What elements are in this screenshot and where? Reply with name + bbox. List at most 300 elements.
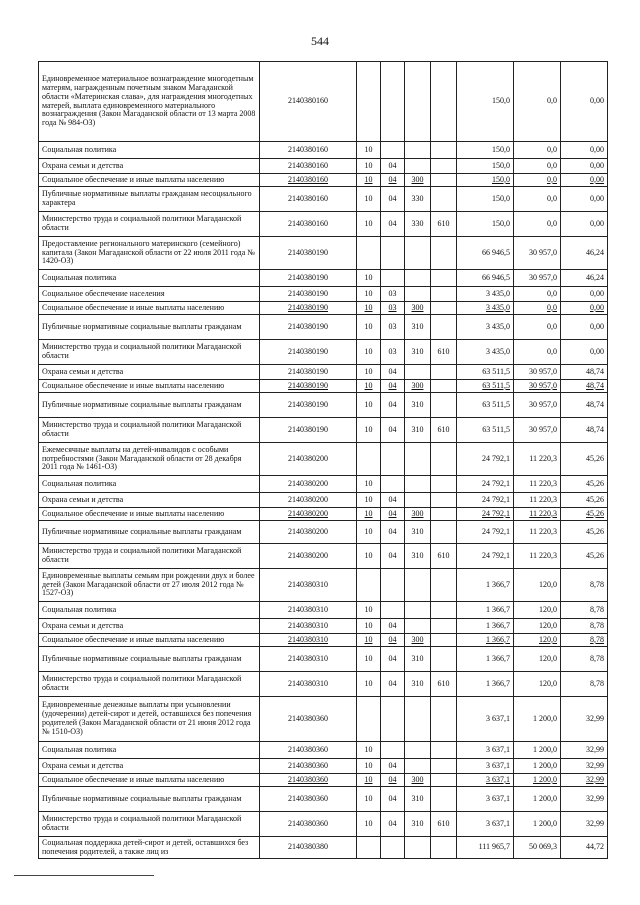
table-row — [39, 212, 608, 237]
amount-planned: 3 637,1 — [457, 787, 514, 812]
amount-planned: 1 366,7 — [457, 569, 514, 602]
subsection-code: 03 — [381, 315, 405, 340]
expense-type-code: 310 — [405, 340, 431, 365]
row-name: Социальное обеспечение и иные выплаты населению — [39, 634, 260, 647]
amount-executed: 0,0 — [514, 174, 561, 187]
section-code: 10 — [357, 287, 381, 302]
table-row — [39, 493, 608, 508]
administrator-code — [431, 187, 457, 212]
administrator-code — [431, 302, 457, 315]
target-article-code: 2140380190 — [260, 380, 357, 393]
subsection-code — [381, 837, 405, 859]
section-code — [357, 697, 381, 742]
execution-percent: 45,26 — [561, 544, 608, 569]
administrator-code — [431, 380, 457, 393]
execution-percent: 46,24 — [561, 270, 608, 287]
amount-executed: 0,0 — [514, 142, 561, 159]
table-row — [39, 634, 608, 647]
section-code — [357, 443, 381, 476]
administrator-code — [431, 443, 457, 476]
amount-planned: 63 511,5 — [457, 380, 514, 393]
table-row — [39, 287, 608, 302]
target-article-code: 2140380190 — [260, 340, 357, 365]
subsection-code: 04 — [381, 212, 405, 237]
amount-executed: 0,0 — [514, 315, 561, 340]
execution-percent: 0,00 — [561, 315, 608, 340]
administrator-code: 610 — [431, 544, 457, 569]
expense-type-code — [405, 619, 431, 634]
amount-planned: 1 366,7 — [457, 672, 514, 697]
amount-executed: 120,0 — [514, 634, 561, 647]
amount-executed: 30 957,0 — [514, 380, 561, 393]
amount-executed: 0,0 — [514, 159, 561, 174]
amount-executed: 30 957,0 — [514, 270, 561, 287]
row-name: Социальная поддержка детей-сирот и детей, оставшихся без попечения родителей, а также лиц из — [39, 837, 260, 859]
target-article-code: 2140380200 — [260, 508, 357, 521]
section-code: 10 — [357, 508, 381, 521]
amount-executed: 1 200,0 — [514, 697, 561, 742]
target-article-code: 2140380190 — [260, 393, 357, 418]
expense-type-code — [405, 62, 431, 142]
expense-type-code: 330 — [405, 187, 431, 212]
target-article-code: 2140380360 — [260, 759, 357, 774]
administrator-code — [431, 287, 457, 302]
amount-planned: 1 366,7 — [457, 634, 514, 647]
target-article-code: 2140380160 — [260, 212, 357, 237]
administrator-code — [431, 62, 457, 142]
subsection-code — [381, 237, 405, 270]
subsection-code: 04 — [381, 544, 405, 569]
amount-planned: 63 511,5 — [457, 418, 514, 443]
administrator-code: 610 — [431, 418, 457, 443]
amount-executed: 0,0 — [514, 340, 561, 365]
execution-percent: 32,99 — [561, 697, 608, 742]
amount-planned: 66 946,5 — [457, 270, 514, 287]
section-code: 10 — [357, 187, 381, 212]
row-name: Публичные нормативные социальные выплаты гражданам — [39, 393, 260, 418]
amount-executed: 0,0 — [514, 302, 561, 315]
amount-executed: 30 957,0 — [514, 418, 561, 443]
expense-type-code — [405, 443, 431, 476]
target-article-code: 2140380310 — [260, 647, 357, 672]
subsection-code: 03 — [381, 287, 405, 302]
row-name: Публичные нормативные социальные выплаты гражданам — [39, 315, 260, 340]
amount-executed: 1 200,0 — [514, 787, 561, 812]
row-name: Охрана семьи и детства — [39, 619, 260, 634]
expense-type-code: 300 — [405, 634, 431, 647]
expense-type-code — [405, 476, 431, 493]
row-name: Социальная политика — [39, 602, 260, 619]
amount-planned: 150,0 — [457, 142, 514, 159]
row-name: Социальная политика — [39, 270, 260, 287]
execution-percent: 0,00 — [561, 187, 608, 212]
row-name: Социальная политика — [39, 142, 260, 159]
amount-executed: 1 200,0 — [514, 759, 561, 774]
administrator-code — [431, 142, 457, 159]
amount-executed: 120,0 — [514, 619, 561, 634]
administrator-code — [431, 315, 457, 340]
amount-planned: 3 637,1 — [457, 697, 514, 742]
amount-executed: 0,0 — [514, 212, 561, 237]
row-name: Социальное обеспечение и иные выплаты населению — [39, 380, 260, 393]
expense-type-code: 300 — [405, 302, 431, 315]
subsection-code — [381, 270, 405, 287]
expense-type-code: 310 — [405, 787, 431, 812]
row-name: Министерство труда и социальной политики Магаданской области — [39, 212, 260, 237]
subsection-code: 03 — [381, 340, 405, 365]
amount-planned: 3 637,1 — [457, 774, 514, 787]
amount-planned: 24 792,1 — [457, 544, 514, 569]
row-name: Охрана семьи и детства — [39, 759, 260, 774]
administrator-code — [431, 393, 457, 418]
expense-type-code: 310 — [405, 315, 431, 340]
execution-percent: 44,72 — [561, 837, 608, 859]
table-row — [39, 142, 608, 159]
expense-type-code — [405, 602, 431, 619]
target-article-code: 2140380310 — [260, 672, 357, 697]
amount-executed: 11 220,3 — [514, 508, 561, 521]
administrator-code — [431, 602, 457, 619]
table-row — [39, 508, 608, 521]
subsection-code: 04 — [381, 759, 405, 774]
section-code: 10 — [357, 619, 381, 634]
execution-percent: 45,26 — [561, 508, 608, 521]
amount-planned: 24 792,1 — [457, 443, 514, 476]
amount-planned: 24 792,1 — [457, 476, 514, 493]
amount-executed: 30 957,0 — [514, 365, 561, 380]
expense-type-code — [405, 287, 431, 302]
amount-planned: 63 511,5 — [457, 365, 514, 380]
target-article-code: 2140380200 — [260, 521, 357, 544]
expense-type-code: 300 — [405, 380, 431, 393]
section-code — [357, 569, 381, 602]
administrator-code — [431, 365, 457, 380]
section-code: 10 — [357, 393, 381, 418]
table-row — [39, 837, 608, 859]
execution-percent: 8,78 — [561, 569, 608, 602]
amount-planned: 111 965,7 — [457, 837, 514, 859]
expense-type-code: 310 — [405, 672, 431, 697]
administrator-code — [431, 508, 457, 521]
amount-planned: 3 637,1 — [457, 742, 514, 759]
table-row — [39, 774, 608, 787]
expense-type-code: 310 — [405, 521, 431, 544]
administrator-code — [431, 647, 457, 672]
section-code: 10 — [357, 787, 381, 812]
row-name: Министерство труда и социальной политики Магаданской области — [39, 544, 260, 569]
target-article-code: 2140380190 — [260, 302, 357, 315]
row-name: Социальное обеспечение и иные выплаты населению — [39, 174, 260, 187]
execution-percent: 0,00 — [561, 62, 608, 142]
administrator-code — [431, 159, 457, 174]
subsection-code: 04 — [381, 647, 405, 672]
expense-type-code — [405, 837, 431, 859]
subsection-code — [381, 443, 405, 476]
target-article-code: 2140380190 — [260, 315, 357, 340]
target-article-code: 2140380160 — [260, 142, 357, 159]
target-article-code: 2140380310 — [260, 569, 357, 602]
amount-planned: 150,0 — [457, 187, 514, 212]
row-name: Публичные нормативные выплаты гражданам несоциального характера — [39, 187, 260, 212]
execution-percent: 0,00 — [561, 212, 608, 237]
row-name: Социальная политика — [39, 476, 260, 493]
expense-type-code: 330 — [405, 212, 431, 237]
target-article-code: 2140380190 — [260, 365, 357, 380]
expense-type-code — [405, 237, 431, 270]
execution-percent: 8,78 — [561, 619, 608, 634]
execution-percent: 32,99 — [561, 742, 608, 759]
section-code — [357, 62, 381, 142]
amount-executed: 11 220,3 — [514, 521, 561, 544]
amount-executed: 120,0 — [514, 602, 561, 619]
expense-type-code — [405, 759, 431, 774]
amount-planned: 1 366,7 — [457, 619, 514, 634]
target-article-code: 2140380360 — [260, 742, 357, 759]
table-row — [39, 672, 608, 697]
target-article-code: 2140380310 — [260, 602, 357, 619]
amount-executed: 120,0 — [514, 569, 561, 602]
target-article-code: 2140380360 — [260, 812, 357, 837]
target-article-code: 2140380360 — [260, 774, 357, 787]
section-code: 10 — [357, 270, 381, 287]
administrator-code — [431, 174, 457, 187]
target-article-code: 2140380360 — [260, 787, 357, 812]
target-article-code: 2140380190 — [260, 270, 357, 287]
subsection-code: 04 — [381, 174, 405, 187]
subsection-code — [381, 602, 405, 619]
row-name: Публичные нормативные социальные выплаты гражданам — [39, 647, 260, 672]
execution-percent: 45,26 — [561, 476, 608, 493]
amount-executed: 0,0 — [514, 287, 561, 302]
section-code: 10 — [357, 759, 381, 774]
administrator-code — [431, 759, 457, 774]
expense-type-code — [405, 569, 431, 602]
subsection-code — [381, 569, 405, 602]
subsection-code: 04 — [381, 365, 405, 380]
section-code: 10 — [357, 212, 381, 237]
execution-percent: 46,24 — [561, 237, 608, 270]
amount-executed: 1 200,0 — [514, 812, 561, 837]
table-row — [39, 393, 608, 418]
amount-executed: 30 957,0 — [514, 237, 561, 270]
administrator-code — [431, 569, 457, 602]
subsection-code — [381, 62, 405, 142]
row-name: Социальное обеспечение населения — [39, 287, 260, 302]
target-article-code: 2140380310 — [260, 619, 357, 634]
section-code: 10 — [357, 476, 381, 493]
target-article-code: 2140380360 — [260, 697, 357, 742]
table-row — [39, 742, 608, 759]
administrator-code — [431, 697, 457, 742]
section-code: 10 — [357, 365, 381, 380]
administrator-code — [431, 521, 457, 544]
section-code: 10 — [357, 672, 381, 697]
amount-planned: 63 511,5 — [457, 393, 514, 418]
execution-percent: 32,99 — [561, 759, 608, 774]
subsection-code — [381, 697, 405, 742]
amount-executed: 50 069,3 — [514, 837, 561, 859]
amount-planned: 1 366,7 — [457, 647, 514, 672]
expense-type-code — [405, 493, 431, 508]
expense-type-code: 300 — [405, 508, 431, 521]
subsection-code: 04 — [381, 812, 405, 837]
amount-planned: 3 637,1 — [457, 812, 514, 837]
section-code: 10 — [357, 302, 381, 315]
amount-planned: 150,0 — [457, 174, 514, 187]
execution-percent: 45,26 — [561, 493, 608, 508]
subsection-code: 04 — [381, 672, 405, 697]
subsection-code: 04 — [381, 774, 405, 787]
execution-percent: 48,74 — [561, 380, 608, 393]
row-name: Публичные нормативные социальные выплаты гражданам — [39, 521, 260, 544]
expense-type-code — [405, 159, 431, 174]
expense-type-code — [405, 142, 431, 159]
execution-percent: 48,74 — [561, 393, 608, 418]
target-article-code: 2140380380 — [260, 837, 357, 859]
row-name: Министерство труда и социальной политики Магаданской области — [39, 672, 260, 697]
target-article-code: 2140380160 — [260, 187, 357, 212]
administrator-code — [431, 837, 457, 859]
amount-planned: 24 792,1 — [457, 521, 514, 544]
amount-executed: 120,0 — [514, 647, 561, 672]
row-name: Охрана семьи и детства — [39, 493, 260, 508]
row-name: Ежемесячные выплаты на детей-инвалидов с особыми потребностями (Закон Магаданской области от 28 декабря 2011 года № 1461-ОЗ) — [39, 443, 260, 476]
section-code: 10 — [357, 493, 381, 508]
subsection-code: 04 — [381, 418, 405, 443]
subsection-code: 04 — [381, 187, 405, 212]
subsection-code: 04 — [381, 634, 405, 647]
footnote-separator — [14, 875, 154, 876]
target-article-code: 2140380190 — [260, 287, 357, 302]
amount-planned: 3 435,0 — [457, 302, 514, 315]
table-row — [39, 602, 608, 619]
row-name: Министерство труда и социальной политики Магаданской области — [39, 340, 260, 365]
amount-planned: 24 792,1 — [457, 508, 514, 521]
table-row — [39, 174, 608, 187]
row-name: Единовременные денежные выплаты при усыновлении (удочерении) детей-сирот и детей, оставшихся без попечения родителей (Закон Магаданской области от 21 июня 2012 года № 1510-ОЗ) — [39, 697, 260, 742]
section-code: 10 — [357, 159, 381, 174]
execution-percent: 0,00 — [561, 340, 608, 365]
administrator-code — [431, 634, 457, 647]
execution-percent: 8,78 — [561, 602, 608, 619]
execution-percent: 8,78 — [561, 647, 608, 672]
expense-type-code: 300 — [405, 774, 431, 787]
subsection-code — [381, 476, 405, 493]
row-name: Социальное обеспечение и иные выплаты населению — [39, 508, 260, 521]
table-row — [39, 569, 608, 602]
table-row — [39, 443, 608, 476]
row-name: Предоставление регионального материнского (семейного) капитала (Закон Магаданской области от 22 июля 2011 года № 1420-ОЗ) — [39, 237, 260, 270]
table-row — [39, 812, 608, 837]
table-row — [39, 521, 608, 544]
amount-planned: 3 435,0 — [457, 340, 514, 365]
table-row — [39, 159, 608, 174]
row-name: Социальная политика — [39, 742, 260, 759]
expense-type-code: 300 — [405, 174, 431, 187]
execution-percent: 0,00 — [561, 302, 608, 315]
administrator-code: 610 — [431, 672, 457, 697]
section-code: 10 — [357, 418, 381, 443]
target-article-code: 2140380190 — [260, 418, 357, 443]
amount-planned: 150,0 — [457, 212, 514, 237]
target-article-code: 2140380200 — [260, 476, 357, 493]
subsection-code — [381, 142, 405, 159]
table-row — [39, 619, 608, 634]
execution-percent: 0,00 — [561, 287, 608, 302]
table-row — [39, 380, 608, 393]
administrator-code — [431, 270, 457, 287]
section-code: 10 — [357, 142, 381, 159]
target-article-code: 2140380160 — [260, 159, 357, 174]
subsection-code: 04 — [381, 508, 405, 521]
row-name: Министерство труда и социальной политики Магаданской области — [39, 812, 260, 837]
section-code: 10 — [357, 340, 381, 365]
section-code: 10 — [357, 602, 381, 619]
target-article-code: 2140380200 — [260, 443, 357, 476]
expense-type-code — [405, 365, 431, 380]
table-row — [39, 787, 608, 812]
administrator-code: 610 — [431, 212, 457, 237]
expense-type-code: 310 — [405, 544, 431, 569]
amount-executed: 11 220,3 — [514, 476, 561, 493]
expense-type-code: 310 — [405, 812, 431, 837]
amount-planned: 1 366,7 — [457, 602, 514, 619]
execution-percent: 45,26 — [561, 443, 608, 476]
amount-executed: 30 957,0 — [514, 393, 561, 418]
table-row — [39, 315, 608, 340]
administrator-code: 610 — [431, 812, 457, 837]
row-name: Единовременное материальное вознаграждение многодетным матерям, награжденным почетным знаком Магаданской области «Материнская слава», для награждения многодетных матерей, выплата единовременного материального вознаграждения (Закон Магаданской области от 13 марта 2008 года № 984-ОЗ) — [39, 62, 260, 142]
amount-executed: 0,0 — [514, 62, 561, 142]
section-code: 10 — [357, 647, 381, 672]
amount-planned: 150,0 — [457, 159, 514, 174]
section-code — [357, 837, 381, 859]
subsection-code: 04 — [381, 159, 405, 174]
execution-percent: 0,00 — [561, 142, 608, 159]
section-code: 10 — [357, 544, 381, 569]
row-name: Единовременные выплаты семьям при рождении двух и более детей (Закон Магаданской области от 27 июля 2012 года № 1527-ОЗ) — [39, 569, 260, 602]
section-code: 10 — [357, 174, 381, 187]
administrator-code — [431, 476, 457, 493]
table-row — [39, 62, 608, 142]
target-article-code: 2140380200 — [260, 544, 357, 569]
administrator-code: 610 — [431, 340, 457, 365]
table-row — [39, 759, 608, 774]
administrator-code — [431, 493, 457, 508]
table-row — [39, 270, 608, 287]
expense-type-code: 310 — [405, 647, 431, 672]
section-code: 10 — [357, 812, 381, 837]
amount-planned: 66 946,5 — [457, 237, 514, 270]
execution-percent: 48,74 — [561, 418, 608, 443]
subsection-code: 04 — [381, 521, 405, 544]
row-name: Министерство труда и социальной политики Магаданской области — [39, 418, 260, 443]
execution-percent: 0,00 — [561, 174, 608, 187]
section-code: 10 — [357, 380, 381, 393]
expense-type-code — [405, 697, 431, 742]
administrator-code — [431, 237, 457, 270]
target-article-code: 2140380160 — [260, 174, 357, 187]
expense-type-code: 310 — [405, 393, 431, 418]
execution-percent: 45,26 — [561, 521, 608, 544]
row-name: Публичные нормативные социальные выплаты гражданам — [39, 787, 260, 812]
expense-type-code — [405, 270, 431, 287]
execution-percent: 48,74 — [561, 365, 608, 380]
table-row — [39, 544, 608, 569]
expense-type-code: 310 — [405, 418, 431, 443]
amount-executed: 1 200,0 — [514, 774, 561, 787]
section-code: 10 — [357, 634, 381, 647]
